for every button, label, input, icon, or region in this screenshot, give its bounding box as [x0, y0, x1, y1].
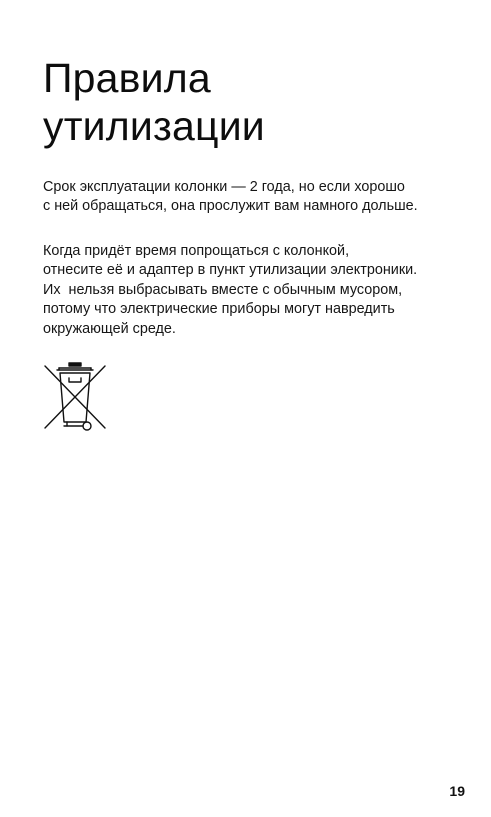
page-number: 19 [449, 783, 465, 799]
paragraph-line: окружающей среде. [43, 320, 176, 337]
paragraph-line: отнесите её и адаптер в пункт утилизации электроники. [43, 262, 418, 279]
page-title-line-1: Правила [43, 55, 211, 101]
service-life-paragraph [43, 178, 418, 217]
crossed-out-wheelie-bin-icon [43, 360, 107, 432]
paragraph-line: потому что электрические приборы могут навредить [43, 301, 395, 318]
paragraph-line: с ней обращаться, она прослужит вам намного дольше. [43, 198, 418, 215]
disposal-paragraph [43, 242, 417, 339]
paragraph-line: Их нельзя выбрасывать вместе с обычным мусором, [43, 281, 403, 298]
page-title [43, 54, 463, 150]
page-title-line-2: утилизации [43, 103, 265, 149]
paragraph-line: Срок эксплуатации колонки — 2 года, но если хорошо [43, 179, 405, 195]
paragraph-line: Когда придёт время попрощаться с колонкой, [43, 243, 350, 259]
